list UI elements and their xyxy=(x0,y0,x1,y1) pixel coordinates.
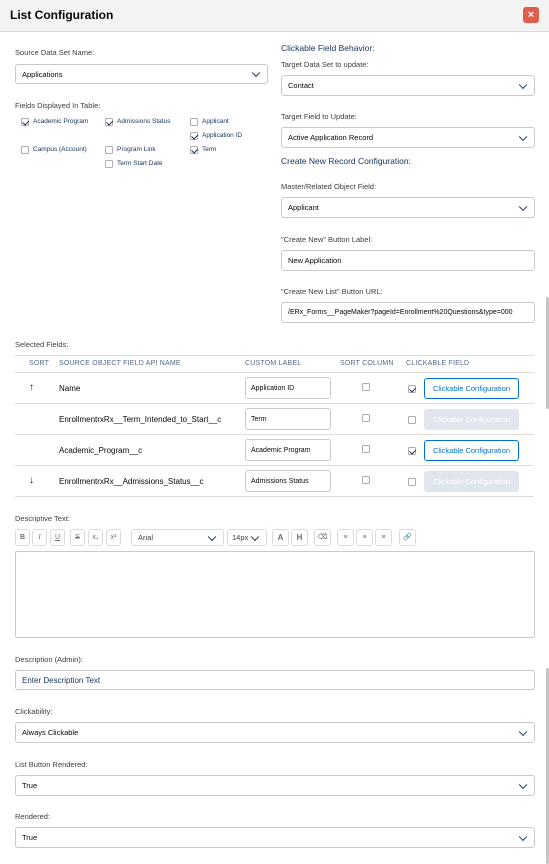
field-checkbox[interactable] xyxy=(21,146,29,154)
clickable-configuration-button[interactable]: Clickable Configuration xyxy=(424,409,519,430)
superscript-icon[interactable]: x² xyxy=(106,529,121,546)
custom-label-input[interactable]: Admissions Status xyxy=(245,470,331,492)
field-checkbox-label: Term xyxy=(202,146,217,153)
sort-down-icon[interactable]: ↓ xyxy=(29,475,34,486)
master-field-label: Master/Related Object Field: xyxy=(281,182,377,191)
rendered-label: Rendered: xyxy=(15,812,51,821)
description-admin-label: Description (Admin): xyxy=(15,655,83,664)
master-field-select[interactable]: Applicant xyxy=(281,197,535,218)
clickable-field-checkbox[interactable] xyxy=(408,478,416,486)
clickable-behavior-heading: Clickable Field Behavior: xyxy=(281,43,375,53)
col-api-name: SOURCE OBJECT FIELD API NAME xyxy=(59,360,181,367)
clickable-configuration-button[interactable]: Clickable Configuration xyxy=(424,378,519,399)
text-color-icon[interactable]: A xyxy=(272,529,289,546)
clear-format-icon[interactable]: ⌫ xyxy=(314,529,331,546)
clickability-label: Clickability: xyxy=(15,707,53,716)
clickability-select[interactable]: Always Clickable xyxy=(15,722,535,743)
create-button-label-label: "Create New" Button Label: xyxy=(281,235,373,244)
rendered-select[interactable]: True xyxy=(15,827,535,848)
align-left-icon[interactable]: ≡ xyxy=(337,529,354,546)
clickable-configuration-button[interactable]: Clickable Configuration xyxy=(424,471,519,492)
subscript-icon[interactable]: x₂ xyxy=(88,529,103,546)
sort-column-checkbox[interactable] xyxy=(362,445,370,453)
font-select[interactable]: Arial xyxy=(131,529,224,546)
size-select[interactable]: 14px xyxy=(227,529,267,546)
col-custom-label: CUSTOM LABEL xyxy=(245,360,302,367)
sort-column-checkbox[interactable] xyxy=(362,414,370,422)
col-clickable-field: CLICKABLE FIELD xyxy=(406,360,470,367)
description-admin-input[interactable]: Enter Description Text xyxy=(15,670,535,690)
field-checkbox[interactable] xyxy=(190,118,198,126)
highlight-icon[interactable]: H xyxy=(291,529,308,546)
col-sort-column: SORT COLUMN xyxy=(340,360,394,367)
link-icon[interactable]: 🔗 xyxy=(399,529,416,546)
strikethrough-icon[interactable]: S xyxy=(70,529,85,546)
target-data-set-select[interactable]: Contact xyxy=(281,75,535,96)
field-checkbox-label: Program Link xyxy=(117,146,156,153)
target-field-select[interactable]: Active Application Record xyxy=(281,127,535,148)
sort-column-checkbox[interactable] xyxy=(362,476,370,484)
table-top-divider xyxy=(15,355,534,356)
create-url-input[interactable]: /ERx_Forms__PageMaker?pageId=Enrollment%20Questions&type=000 xyxy=(281,302,535,323)
sort-up-icon[interactable]: ↑ xyxy=(29,382,34,393)
sort-column-checkbox[interactable] xyxy=(362,383,370,391)
source-data-set-select[interactable]: Applications xyxy=(15,64,268,84)
rich-text-toolbar xyxy=(15,529,535,550)
create-button-label-input[interactable]: New Application xyxy=(281,250,535,271)
field-checkbox-label: Admissions Status xyxy=(117,118,171,125)
field-checkbox[interactable] xyxy=(105,146,113,154)
field-checkbox-label: Term Start Date xyxy=(117,160,163,167)
list-button-rendered-label: List Button Rendered: xyxy=(15,760,88,769)
modal-header xyxy=(0,0,549,32)
fields-displayed-label: Fields Displayed In Table: xyxy=(15,101,101,110)
field-checkbox-label: Academic Program xyxy=(33,118,89,125)
custom-label-input[interactable]: Term xyxy=(245,408,331,430)
modal-title: List Configuration xyxy=(10,8,114,22)
field-checkbox[interactable] xyxy=(190,146,198,154)
source-data-set-label: Source Data Set Name: xyxy=(15,48,95,57)
italic-icon[interactable]: I xyxy=(32,529,47,546)
field-checkbox-label: Applicant xyxy=(202,118,229,125)
clickable-field-checkbox[interactable] xyxy=(408,416,416,424)
close-icon[interactable]: × xyxy=(523,7,539,23)
field-checkbox[interactable] xyxy=(105,160,113,168)
bold-icon[interactable]: B xyxy=(15,529,30,546)
api-name-cell: EnrollmentrxRx__Admissions_Status__c xyxy=(59,477,204,486)
target-data-set-label: Target Data Set to update: xyxy=(281,60,369,69)
underline-icon[interactable]: U xyxy=(50,529,65,546)
create-url-label: "Create New List" Button URL: xyxy=(281,287,383,296)
clickable-field-checkbox[interactable] xyxy=(408,447,416,455)
field-checkbox[interactable] xyxy=(190,132,198,140)
field-checkbox[interactable] xyxy=(21,118,29,126)
field-checkbox[interactable] xyxy=(105,118,113,126)
align-center-icon[interactable]: ≡ xyxy=(356,529,373,546)
descriptive-text-area[interactable] xyxy=(15,551,535,638)
target-field-label: Target Field to Update: xyxy=(281,112,357,121)
col-sort: SORT xyxy=(29,360,50,367)
align-right-icon[interactable]: ≡ xyxy=(375,529,392,546)
api-name-cell: EnrollmentrxRx__Term_Intended_to_Start__c xyxy=(59,415,222,424)
api-name-cell: Name xyxy=(59,384,81,393)
custom-label-input[interactable]: Academic Program xyxy=(245,439,331,461)
field-checkbox-label: Application ID xyxy=(202,132,243,139)
custom-label-input[interactable]: Application ID xyxy=(245,377,331,399)
create-record-heading: Create New Record Configuration: xyxy=(281,156,411,166)
field-checkbox-label: Campus (Account) xyxy=(33,146,87,153)
descriptive-text-label: Descriptive Text: xyxy=(15,514,70,523)
selected-fields-label: Selected Fields: xyxy=(15,340,69,349)
list-button-rendered-select[interactable]: True xyxy=(15,775,535,796)
clickable-configuration-button[interactable]: Clickable Configuration xyxy=(424,440,519,461)
clickable-field-checkbox[interactable] xyxy=(408,385,416,393)
api-name-cell: Academic_Program__c xyxy=(59,446,143,455)
